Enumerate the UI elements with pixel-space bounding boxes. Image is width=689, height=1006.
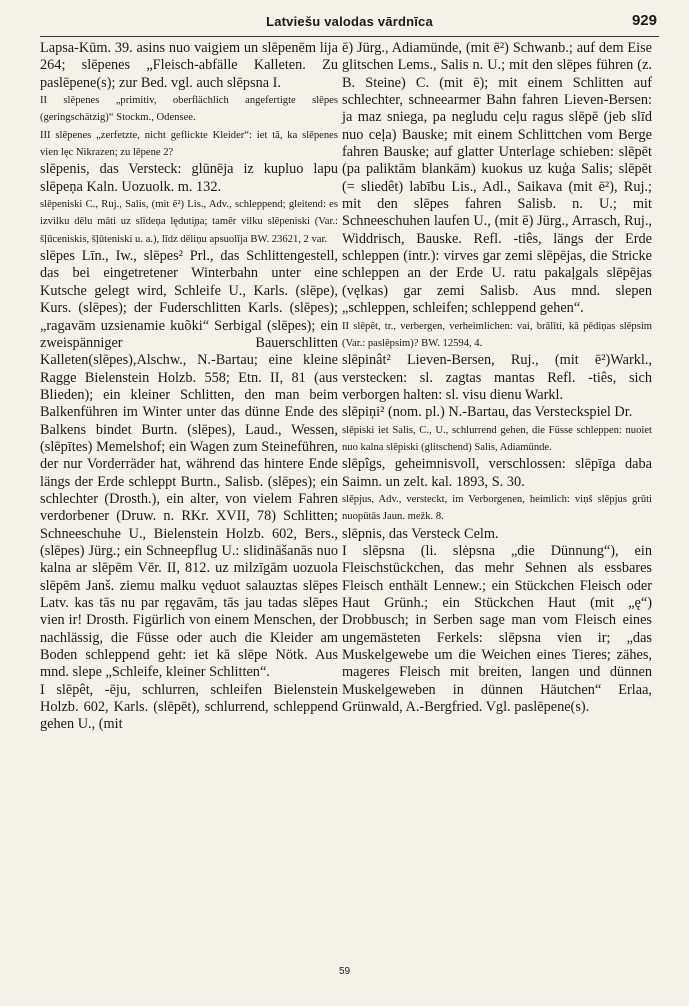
- page-number: 929: [631, 12, 657, 29]
- entry-slepiski: slēpiski iet Salis, C., U., schlurrend gehen, die Füsse schleppen: nuoiet nuo kalna slēpiski (glitschend) Salis, Adiamünde.: [342, 424, 652, 453]
- entry-slepnis: slēpnis, das Versteck Celm.: [342, 525, 499, 542]
- sheet-signature: 59: [338, 966, 351, 977]
- entry-slepenes-2: II slēpenes „primitiv, oberflächlich angefertigte slēpes (geringschätzig)“ Stockm., Odensee.: [40, 95, 338, 124]
- entry-slepes: slēpes Līn., Iw., slēpes² Prl., das Schlittengestell, das bei eingetretener Winterbahn unter eine Kutsche gelegt wird, Schleife U., Karls. (slēpe), Kurs. (slēpes); der Fuderschlitten Karls. (slēpes); „ragavām uzsienamie kuõki“ Serbigal (slēpes); ein zweispänniger Bauerschlitten Kalleten(slēpes),Alschw., N.-Bartau; eine kleine Ragge Bielenstein Holzb. 558; Etn. II, 81 (aus Blieden); ein kleiner Schlitten, den man beim Balkenführen im Winter unter das dünne Ende des Balkens bindet Burtn. (slēpes), Laud., Wessen, (slēpītes) Memelshof; ein Wagen zum Steineführen, der nur Vorderräder hat, während das hintere Ende längs der Erde schleppt Burtn., Salisb. (slēpes); ein schlechter (Drosth.), ein alter, von vielem Fahren verdorbener (Druw. n. RKr. XVII, 78) Schlitten; Schneeschuhe U., Bielenstein Holzb. 602, Bers., (slēpes) Jürg.; ein Schneepflug U.: slidināšanās nuo kalna ar slēpēm Vēr. II, 812. uz milzīgām uozuola slēpēm Janš. ziemu malku vęduot salauztas slēpes Latv. kas tās nu par ręgavām, tās jau tadas slēpes vien ir! Drosth. Figürlich von einem Menschen, der nachlässig, die Füsse oder auch die Kleider am Boden schleppend geht: iet kā slēpe Nötk. Aus mnd. slepe „Schleife, kleiner Schlitten“.: [40, 248, 338, 681]
- page-header: [40, 12, 659, 37]
- entry-slepenis: slēpenis, das Versteck: glūnēja iz kupluo lapu slēpeņa Kaln. Uozuolk. m. 132.: [40, 161, 338, 195]
- entry-slepeniski: slēpeniski C., Ruj., Salis, (mit ē²) Lis., Adv., schleppend; gleitend: es izvilku dēlu māti uz slīdeņa lęduti̧ņa; tamēr vilku slēpeniski (Var.: šļūceniskis, šļūteniski u. a.), līdz dēliņu apsuolīja BW. 23621, 2 var.: [40, 199, 338, 245]
- entry-slepigs: slēpîgs, geheimnisvoll, verschlossen: slēpīga daba Saimn. un zelt. kal. 1893, S. 30.: [342, 456, 652, 490]
- entry-slepet-2: II slēpêt, tr., verbergen, verheimlichen: vai, brālīti, kā pēdiņas slēpsim (Var.: paslēpsim)? BW. 12594, 4.: [342, 320, 652, 349]
- entry-slepenes-3: III slēpenes „zerfetzte, nicht geflickte Kleider“: iet tā, ka slēpenes vien lęc Nikrazen; zu lēpene 2?: [40, 129, 338, 159]
- entry-slepinat: slēpinât² Lieven-Bersen, Ruj., (mit ē²)Warkl., verstecken: sl. zagtas mantas Refl. -tiês, sich verborgen halten: sl. visu dienu Warkl.: [342, 352, 652, 403]
- entry-slepet-1-continuation: ē) Jürg., Adiamünde, (mit ē²) Schwanb.; auf dem Eise glitschen Lems., Salis n. U.; mit den slēpes führen (z. B. Steine) C. (mit ē); mit einem Schlitten auf schlechter, schneearmer Bahn fahren Lieven-Bersen: ja maz sniega, pa negludu ceļu ragus slēpē (jeb slīd nuo ceļa) Bauske; mit einem Schlittchen vom Berge fahren Bauske; auf glatter Unterlage schieben: slēpēt (pa paliktām blankām) kuokus uz kuģa Salis; slēpēt (= sliedêt) labību Lis., Adl., Saikava (mit ē²), Ruj.; mit den slēpes fahren Salisb. n. U.; mit Schneeschuhen laufen U., (mit ē) Jürg., Arrasch, Ruj., Widdrisch, Bauske. Refl. -tiês, längs der Erde schleppen (intr.): virves gar zemi slēpējas, die Stricke schleppen an der Erde U. ratu pakaļgals slēpējas (vęlkas) gar zemi Salisb. Aus mnd. slepen „schleppen, schleifen; schleppend gehen“.: [342, 40, 652, 317]
- running-title: Latviešu valodas vārdnīca: [266, 14, 433, 29]
- right-column: [342, 40, 652, 716]
- entry-slepini: slēpiņi² (nom. pl.) N.-Bartau, das Versteckspiel Dr.: [342, 404, 633, 421]
- entry-slepjus: slēpjus, Adv., versteckt, im Verborgenen, heimlich: viņš slēpjus grūti nuopūtās Jaun. mežk. 8.: [342, 493, 652, 523]
- entry-slepet-1: I slēpêt, -ēju, schlurren, schleifen Bielenstein Holzb. 602, Karls. (slēpēt), schlurrend, schleppend gehen U., (mit: [40, 681, 338, 733]
- entry-slepsna-1: I slēpsna (li. slėpsna „die Dünnung“), ein Fleischstückchen, das mehr Sehnen als essbares Fleisch enthält Lennew.; ein Stückchen Fleisch oder Haut Grünh.; ein Stückchen Haut (mit „ę“) Drobbusch; in Serben sage man vom Fleisch eines ungemästeten Ferkels: slēpsna vien ir; „das Muskelgewebe um die Weichen eines Tieres; zähes, mageres Fleisch mit breiten, langen und dünnen Muskelgeweben in dünnen Häutchen“ Erlaa, Grünwald, A.-Bergfried. Vgl. paslēpene(s).: [342, 542, 652, 716]
- left-column: [40, 40, 338, 734]
- entry-lapsa-continuation: Lapsa-Kūm. 39. asins nuo vaigiem un slēpenēm lija 264; slēpenes „Fleisch-abfälle Kalleten. Zu paslēpene(s); zur Bed. vgl. auch slēpsna I.: [40, 40, 338, 91]
